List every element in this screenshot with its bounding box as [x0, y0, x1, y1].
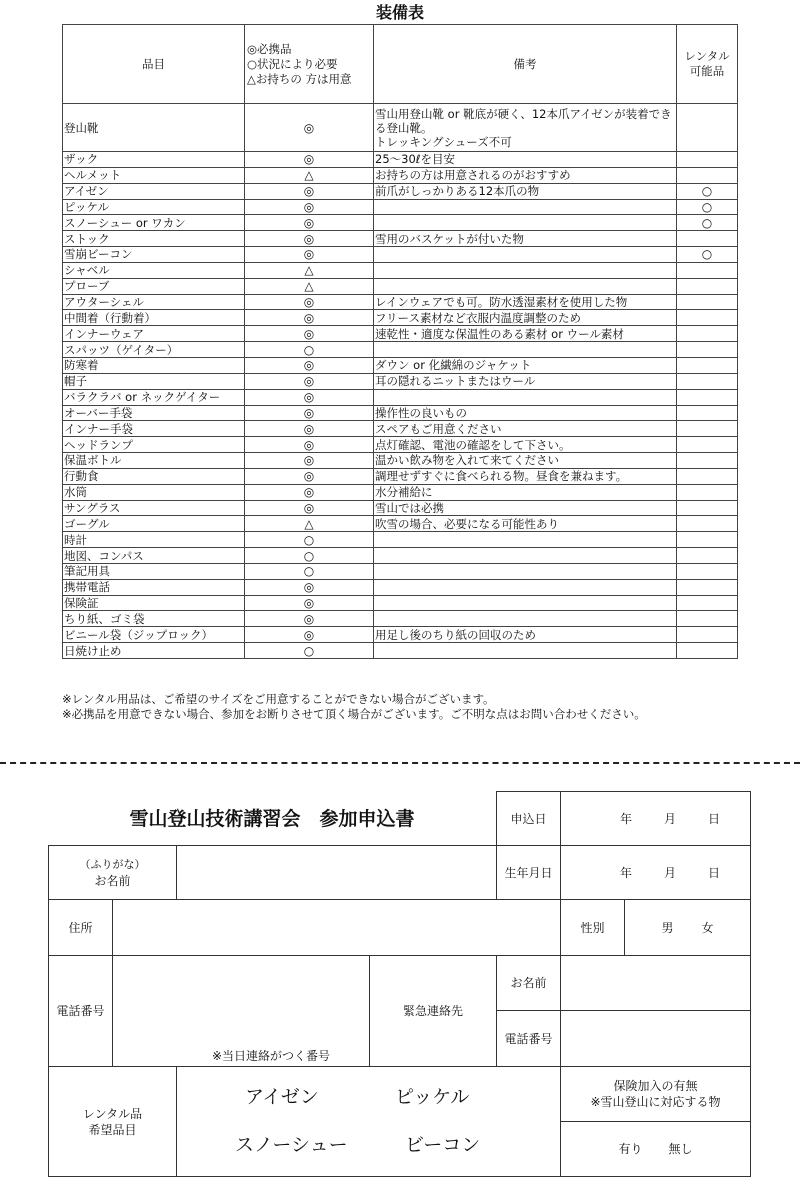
- rental-cell: [677, 262, 738, 278]
- rental-cell: [677, 643, 738, 659]
- table-row: [63, 231, 738, 247]
- table-row: [63, 152, 738, 168]
- furigana-label: （ふりがな）: [79, 857, 146, 871]
- insurance-no[interactable]: 無し: [668, 1142, 693, 1156]
- phone-hint: ※当日連絡がつく番号: [211, 1049, 331, 1063]
- rental-options: [176, 1066, 561, 1177]
- item-cell: ストック: [63, 231, 245, 247]
- table-row: [63, 247, 738, 263]
- address-label: 住所: [48, 899, 113, 956]
- item-cell: ヘッドランプ: [63, 437, 245, 453]
- mark-cell: ◎: [245, 437, 374, 453]
- table-row: [63, 500, 738, 516]
- header-rental-line1: レンタル: [684, 49, 730, 63]
- emergency-label: 緊急連絡先: [369, 955, 497, 1067]
- birthdate-field[interactable]: [560, 845, 751, 900]
- note-cell: 雪用のバスケットが付いた物: [374, 231, 677, 247]
- rental-cell: ○: [677, 215, 738, 231]
- rental-cell: [677, 326, 738, 342]
- note-cell: [374, 643, 677, 659]
- mark-cell: ◎: [245, 310, 374, 326]
- page-title: 装備表: [375, 3, 424, 22]
- note-cell: 速乾性・適度な保温性のある素材 or ウール素材: [374, 326, 677, 342]
- notes: [62, 692, 646, 722]
- name-label: [48, 845, 177, 900]
- rental-cell: [677, 484, 738, 500]
- rental-label-line1: レンタル品: [82, 1106, 143, 1121]
- gender-label: 性別: [560, 899, 625, 956]
- legend-if-owned: △お持ちの 方は用意: [247, 71, 352, 86]
- item-cell: ザック: [63, 152, 245, 168]
- rental-label: [48, 1066, 177, 1177]
- gender-field[interactable]: [624, 899, 751, 956]
- table-row: [63, 516, 738, 532]
- mark-cell: ○: [245, 643, 374, 659]
- note-cell: 雪山では必携: [374, 500, 677, 516]
- header-item: 品目: [63, 25, 245, 104]
- note-cell: [374, 278, 677, 294]
- mark-cell: ◎: [245, 421, 374, 437]
- rental-cell: [677, 421, 738, 437]
- note-cell: フリース素材など衣服内温度調整のため: [374, 310, 677, 326]
- phone-label: 電話番号: [48, 955, 113, 1067]
- insurance-label: [560, 1066, 751, 1122]
- table-row: [63, 199, 738, 215]
- header-legend: [245, 25, 374, 104]
- table-header-row: [63, 25, 738, 104]
- rental-cell: [677, 405, 738, 421]
- item-cell: 筆記用具: [63, 563, 245, 579]
- table-row: [63, 183, 738, 199]
- emergency-phone-label: 電話番号: [496, 1010, 561, 1067]
- application-date-field[interactable]: [560, 791, 751, 846]
- note-cell: 調理せずすぐに食べられる物。昼食を兼ねます。: [374, 468, 677, 484]
- table-row: [63, 579, 738, 595]
- rental-cell: [677, 278, 738, 294]
- mark-cell: ◎: [245, 104, 374, 152]
- table-row: [63, 278, 738, 294]
- mark-cell: ◎: [245, 247, 374, 263]
- mark-cell: ○: [245, 563, 374, 579]
- table-row: [63, 294, 738, 310]
- mark-cell: ◎: [245, 326, 374, 342]
- note-cell: スペアもご用意ください: [374, 421, 677, 437]
- table-row: [63, 595, 738, 611]
- item-cell: スノーシュー or ワカン: [63, 215, 245, 231]
- date-month: 月: [663, 811, 676, 826]
- rental-option-beacon[interactable]: ビーコン: [405, 1134, 481, 1156]
- mark-cell: ◎: [245, 484, 374, 500]
- application-date-label: 申込日: [496, 791, 561, 846]
- table-row: [63, 611, 738, 627]
- note-cell: 温かい飲み物を入れて来てください: [374, 453, 677, 469]
- birth-day: 日: [707, 865, 720, 880]
- table-row: [63, 453, 738, 469]
- item-cell: ヘルメット: [63, 167, 245, 183]
- gender-male[interactable]: 男: [661, 920, 674, 935]
- table-row: [63, 548, 738, 564]
- rental-cell: [677, 104, 738, 152]
- table-row: [63, 421, 738, 437]
- phone-field[interactable]: [112, 955, 370, 1067]
- table-row: [63, 643, 738, 659]
- mark-cell: ○: [245, 342, 374, 358]
- table-row: [63, 104, 738, 152]
- note-cell: 水分補給に: [374, 484, 677, 500]
- insurance-field[interactable]: [560, 1121, 751, 1177]
- header-rental-line2: 可能品: [689, 64, 725, 78]
- note-cell: ダウン or 化繊綿のジャケット: [374, 357, 677, 373]
- legend-required: ◎必携品: [247, 41, 292, 56]
- item-cell: ゴーグル: [63, 516, 245, 532]
- header-note: 備考: [374, 25, 677, 104]
- mark-cell: ◎: [245, 357, 374, 373]
- note-cell: [374, 548, 677, 564]
- equipment-table: [62, 24, 738, 659]
- mark-cell: ◎: [245, 595, 374, 611]
- date-day: 日: [707, 811, 720, 826]
- rental-cell: [677, 563, 738, 579]
- table-row: [63, 437, 738, 453]
- table-row: [63, 389, 738, 405]
- rental-option-crampons[interactable]: アイゼン: [245, 1086, 319, 1108]
- item-cell: インナー手袋: [63, 421, 245, 437]
- note-cell: [374, 262, 677, 278]
- mark-cell: ◎: [245, 373, 374, 389]
- note-cell: お持ちの方は用意されるのがおすすめ: [374, 167, 677, 183]
- rental-cell: [677, 310, 738, 326]
- gender-female[interactable]: 女: [701, 920, 714, 935]
- note-cell: 用足し後のちり紙の回収のため: [374, 627, 677, 643]
- note-cell: [374, 247, 677, 263]
- item-cell: 中間着（行動着）: [63, 310, 245, 326]
- table-row: [63, 262, 738, 278]
- table-row: [63, 215, 738, 231]
- mark-cell: △: [245, 262, 374, 278]
- note-cell: 前爪がしっかりある12本爪の物: [374, 183, 677, 199]
- mark-cell: ◎: [245, 199, 374, 215]
- item-cell: 保温ボトル: [63, 453, 245, 469]
- table-row: [63, 373, 738, 389]
- note-cell: 耳の隠れるニットまたはウール: [374, 373, 677, 389]
- address-field[interactable]: [112, 899, 561, 956]
- item-cell: バラクラバ or ネックゲイター: [63, 389, 245, 405]
- table-row: [63, 405, 738, 421]
- rental-cell: [677, 357, 738, 373]
- emergency-name-label: お名前: [496, 955, 561, 1011]
- insurance-label-line1: 保険加入の有無: [613, 1079, 698, 1093]
- rental-label-line2: 希望品目: [88, 1122, 137, 1137]
- rental-cell: [677, 373, 738, 389]
- note-cell: [374, 389, 677, 405]
- mark-cell: ◎: [245, 294, 374, 310]
- rental-option-ice-axe[interactable]: ピッケル: [395, 1086, 470, 1108]
- note-cell: レインウェアでも可。防水透湿素材を使用した物: [374, 294, 677, 310]
- item-cell: 地図、コンパス: [63, 548, 245, 564]
- rental-cell: ○: [677, 199, 738, 215]
- rental-cell: [677, 516, 738, 532]
- name-label-text: お名前: [94, 873, 131, 888]
- table-row: [63, 342, 738, 358]
- item-cell: 登山靴: [63, 104, 245, 152]
- item-cell: 保険証: [63, 595, 245, 611]
- note-cell: 雪山用登山靴 or 靴底が硬く、12本爪アイゼンが装着できる登山靴。 トレッキングシューズ不可: [374, 104, 677, 152]
- item-cell: オーバー手袋: [63, 405, 245, 421]
- rental-cell: [677, 437, 738, 453]
- note-cell: [374, 342, 677, 358]
- item-cell: スパッツ（ゲイター）: [63, 342, 245, 358]
- item-cell: 日焼け止め: [63, 643, 245, 659]
- rental-cell: [677, 342, 738, 358]
- item-cell: ビニール袋（ジップロック）: [63, 627, 245, 643]
- insurance-label-line2: ※雪山登山に対応する物: [590, 1095, 721, 1109]
- rental-cell: [677, 468, 738, 484]
- note-cell: 25～30ℓを目安: [374, 152, 677, 168]
- note-cell: 操作性の良いもの: [374, 405, 677, 421]
- table-row: [63, 357, 738, 373]
- item-cell: アイゼン: [63, 183, 245, 199]
- rental-cell: [677, 579, 738, 595]
- table-row: [63, 627, 738, 643]
- item-cell: インナーウェア: [63, 326, 245, 342]
- item-cell: 帽子: [63, 373, 245, 389]
- note-cell: [374, 563, 677, 579]
- mark-cell: ◎: [245, 215, 374, 231]
- birthdate-label: 生年月日: [496, 845, 561, 900]
- mark-cell: ◎: [245, 468, 374, 484]
- item-cell: 携帯電話: [63, 579, 245, 595]
- table-row: [63, 167, 738, 183]
- note-cell: [374, 532, 677, 548]
- rental-cell: [677, 294, 738, 310]
- note-required: ※必携品を用意できない場合、参加をお断りさせて頂く場合がございます。ご不明な点はお問い合わせください。: [62, 707, 646, 721]
- note-cell: [374, 595, 677, 611]
- mark-cell: ◎: [245, 627, 374, 643]
- item-cell: シャベル: [63, 262, 245, 278]
- item-cell: サングラス: [63, 500, 245, 516]
- item-cell: ピッケル: [63, 199, 245, 215]
- note-cell: [374, 215, 677, 231]
- mark-cell: ◎: [245, 500, 374, 516]
- note-cell: [374, 579, 677, 595]
- table-row: [63, 326, 738, 342]
- mark-cell: ◎: [245, 183, 374, 199]
- mark-cell: ◎: [245, 611, 374, 627]
- mark-cell: △: [245, 167, 374, 183]
- rental-cell: [677, 548, 738, 564]
- birth-year: 年: [619, 865, 632, 880]
- rental-option-snowshoe[interactable]: スノーシュー: [235, 1134, 348, 1156]
- table-row: [63, 468, 738, 484]
- rental-cell: [677, 611, 738, 627]
- mark-cell: ○: [245, 532, 374, 548]
- rental-cell: [677, 152, 738, 168]
- table-row: [63, 310, 738, 326]
- rental-cell: [677, 500, 738, 516]
- mark-cell: ○: [245, 548, 374, 564]
- item-cell: 時計: [63, 532, 245, 548]
- form-title: 雪山登山技術講習会 参加申込書: [129, 807, 415, 830]
- date-year: 年: [619, 811, 632, 826]
- rental-cell: [677, 627, 738, 643]
- mark-cell: ◎: [245, 152, 374, 168]
- emergency-name-field[interactable]: [560, 955, 751, 1011]
- header-rental: [677, 25, 738, 104]
- note-cell: 吹雪の場合、必要になる可能性あり: [374, 516, 677, 532]
- mark-cell: △: [245, 278, 374, 294]
- name-field[interactable]: [176, 845, 497, 900]
- emergency-phone-field[interactable]: [560, 1010, 751, 1067]
- birth-month: 月: [663, 865, 676, 880]
- mark-cell: ◎: [245, 231, 374, 247]
- item-cell: 水筒: [63, 484, 245, 500]
- item-cell: アウターシェル: [63, 294, 245, 310]
- rental-cell: [677, 167, 738, 183]
- item-cell: 行動食: [63, 468, 245, 484]
- item-cell: 雪崩ビーコン: [63, 247, 245, 263]
- rental-cell: [677, 453, 738, 469]
- rental-cell: [677, 595, 738, 611]
- rental-cell: ○: [677, 247, 738, 263]
- rental-cell: [677, 389, 738, 405]
- note-rental: ※レンタル用品は、ご希望のサイズをご用意することができない場合がございます。: [62, 692, 495, 706]
- item-cell: プローブ: [63, 278, 245, 294]
- rental-cell: ○: [677, 183, 738, 199]
- rental-cell: [677, 532, 738, 548]
- mark-cell: ◎: [245, 453, 374, 469]
- cut-line: [0, 762, 800, 764]
- note-cell: [374, 199, 677, 215]
- note-cell: 点灯確認、電池の確認をして下さい。: [374, 437, 677, 453]
- mark-cell: ◎: [245, 405, 374, 421]
- table-row: [63, 484, 738, 500]
- item-cell: ちり紙、ゴミ袋: [63, 611, 245, 627]
- mark-cell: ◎: [245, 579, 374, 595]
- table-row: [63, 563, 738, 579]
- insurance-yes[interactable]: 有り: [618, 1142, 643, 1156]
- note-cell: [374, 611, 677, 627]
- table-row: [63, 532, 738, 548]
- mark-cell: △: [245, 516, 374, 532]
- mark-cell: ◎: [245, 389, 374, 405]
- rental-cell: [677, 231, 738, 247]
- legend-situational: ○状況により必要: [247, 56, 338, 71]
- item-cell: 防寒着: [63, 357, 245, 373]
